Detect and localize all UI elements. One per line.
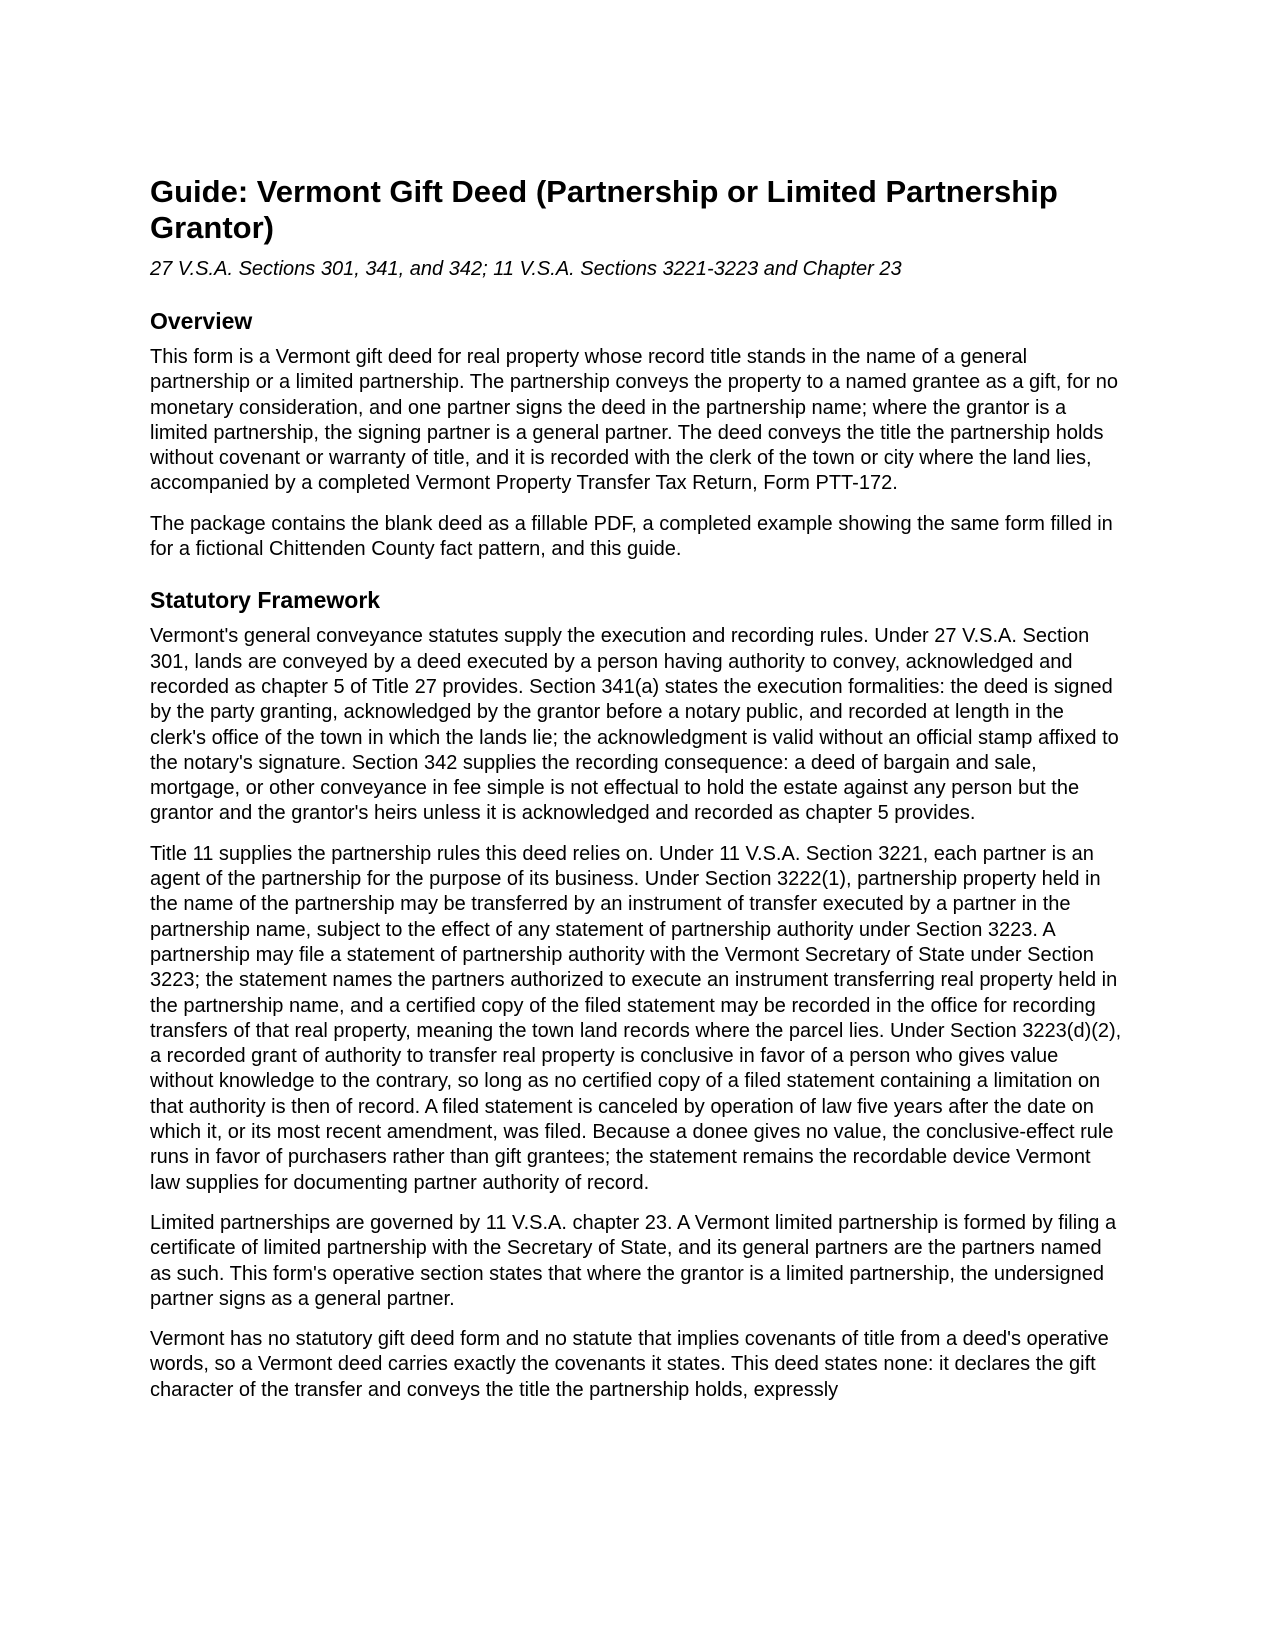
- section-heading-statutory-framework: Statutory Framework: [150, 587, 381, 614]
- overview-section: [150, 307, 1125, 562]
- framework-paragraph-1: Vermont's general conveyance statutes supply the execution and recording rules. Under 27 V.S.A. Section 301, lands are conveyed by a deed executed by a person having authority to convey, acknowledged and recorded as chapter 5 of Title 27 provides. Section 341(a) states the execution formalities: the deed is signed by the party granting, acknowledged by the grantor before a notary public, and recorded at length in the clerk's office of the town in which the lands lie; the acknowledgment is valid without an official stamp affixed to the notary's signature. Section 342 supplies the recording consequence: a deed of bargain and sale, mortgage, or other conveyance in fee simple is not effectual to hold the estate against any person but the grantor and the grantor's heirs unless it is acknowledged and recorded as chapter 5 provides.: [150, 625, 1119, 825]
- overview-paragraph-1: This form is a Vermont gift deed for real property whose record title stands in the name of a general partnership or a limited partnership. The partnership conveys the property to a named grantee as a gift, for no monetary consideration, and one partner signs the deed in the partnership name; where the grantor is a limited partnership, the signing partner is a general partner. The deed conveys the title the partnership holds without covenant or warranty of title, and it is recorded with the clerk of the town or city where the land lies, accompanied by a completed Vermont Property Transfer Tax Return, Form PTT-172.: [150, 346, 1118, 495]
- statute-citation: 27 V.S.A. Sections 301, 341, and 342; 11 V.S.A. Sections 3221-3223 and Chapter 23: [150, 258, 902, 280]
- framework-paragraph-2: Title 11 supplies the partnership rules this deed relies on. Under 11 V.S.A. Section 3221, each partner is an agent of the partnership for the purpose of its business. Under Section 3222(1), partnership property held in the name of the partnership may be transferred by an instrument of transfer executed by a partner in the partnership name, subject to the effect of any statement of partnership authority under Section 3223. A partnership may file a statement of partnership authority with the Vermont Secretary of State under Section 3223; the statement names the partners authorized to execute an instrument transferring real property held in the partnership name, and a certified copy of the filed statement may be recorded in the office for recording transfers of that real property, meaning the town land records where the parcel lies. Under Section 3223(d)(2), a recorded grant of authority to transfer real property is conclusive in favor of a person who gives value without knowledge to the contrary, so long as no certified copy of a filed statement containing a limitation on that authority is then of record. A filed statement is canceled by operation of law five years after the date on which it, or its most recent amendment, was filed. Because a donee gives no value, the conclusive-effect rule runs in favor of purchasers rather than gift grantees; the statement remains the recordable device Vermont law supplies for documenting partner authority of record.: [150, 842, 1122, 1194]
- statutory-framework-section: [150, 586, 1125, 1403]
- document-page: [150, 174, 1125, 1418]
- section-heading-overview: Overview: [150, 308, 253, 334]
- framework-paragraph-3: Limited partnerships are governed by 11 V.S.A. chapter 23. A Vermont limited partnership is formed by filing a certificate of limited partnership with the Secretary of State, and its general partners are the partners named as such. This form's operative section states that where the grantor is a limited partnership, the undersigned partner signs as a general partner.: [150, 1211, 1117, 1310]
- framework-paragraph-4: Vermont has no statutory gift deed form and no statute that implies covenants of title from a deed's operative words, so a Vermont deed carries exactly the covenants it states. This deed states none: it declares the gift character of the transfer and conveys the title the partnership holds, expressly: [150, 1328, 1109, 1401]
- overview-paragraph-2: The package contains the blank deed as a fillable PDF, a completed example showing the same form filled in for a fictional Chittenden County fact pattern, and this guide.: [150, 512, 1113, 561]
- document-title: Guide: Vermont Gift Deed (Partnership or Limited Partnership Grantor): [150, 174, 1058, 245]
